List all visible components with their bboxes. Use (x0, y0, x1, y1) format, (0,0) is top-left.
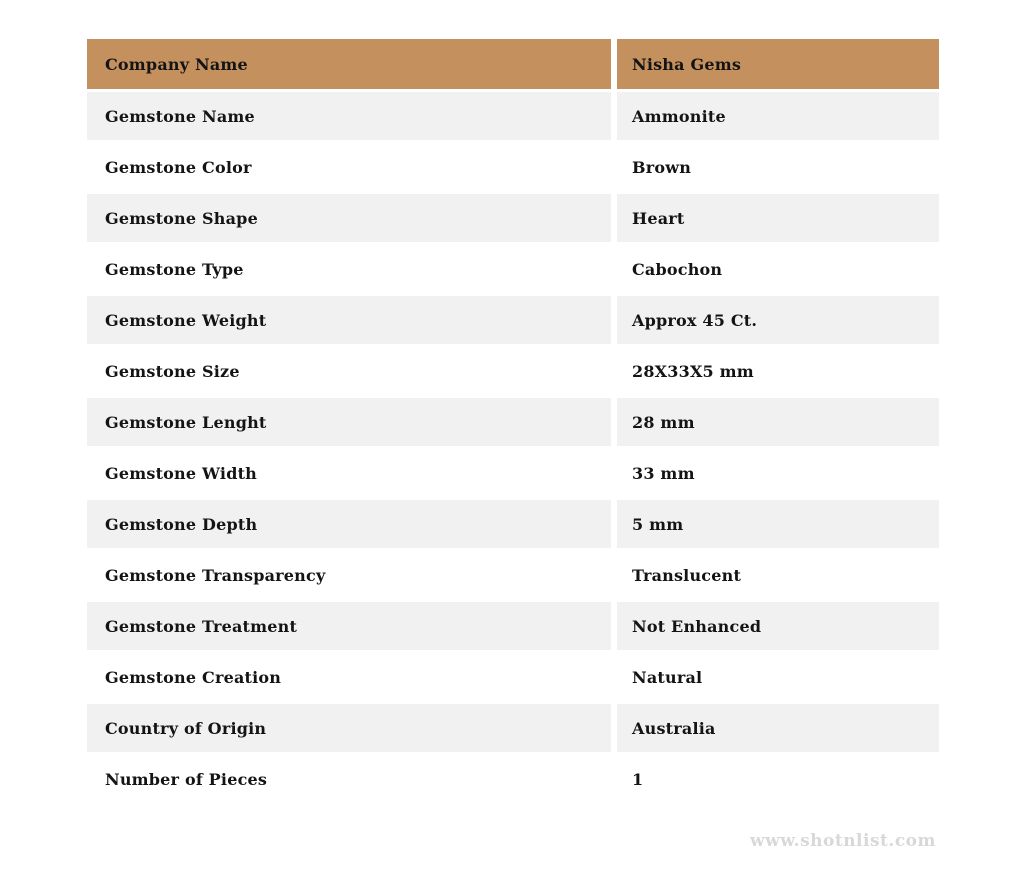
watermark-url: www.shotnlist.com (749, 831, 936, 851)
spec-row-value: Cabochon (617, 245, 939, 293)
spec-row-label: Gemstone Color (87, 143, 611, 191)
spec-row-label: Gemstone Type (87, 245, 611, 293)
spec-row-label: Gemstone Treatment (87, 602, 611, 650)
spec-row-value: Natural (617, 653, 939, 701)
table-header-value: Nisha Gems (617, 39, 939, 89)
spec-row-value: Ammonite (617, 92, 939, 140)
spec-row-label: Country of Origin (87, 704, 611, 752)
spec-row-value: 28 mm (617, 398, 939, 446)
spec-row-value: Approx 45 Ct. (617, 296, 939, 344)
spec-row-label: Gemstone Depth (87, 500, 611, 548)
spec-row-value: 1 (617, 755, 939, 803)
gemstone-spec-table (87, 39, 939, 803)
spec-row-label: Gemstone Lenght (87, 398, 611, 446)
spec-row-label: Gemstone Weight (87, 296, 611, 344)
spec-row-value: Australia (617, 704, 939, 752)
spec-row-label: Gemstone Name (87, 92, 611, 140)
spec-row-label: Number of Pieces (87, 755, 611, 803)
spec-row-label: Gemstone Shape (87, 194, 611, 242)
spec-row-value: Heart (617, 194, 939, 242)
spec-row-value: Translucent (617, 551, 939, 599)
spec-row-value: 33 mm (617, 449, 939, 497)
spec-row-label: Gemstone Size (87, 347, 611, 395)
spec-row-label: Gemstone Width (87, 449, 611, 497)
spec-row-value: Brown (617, 143, 939, 191)
spec-row-label: Gemstone Creation (87, 653, 611, 701)
table-header-label: Company Name (87, 39, 611, 89)
spec-row-label: Gemstone Transparency (87, 551, 611, 599)
spec-row-value: Not Enhanced (617, 602, 939, 650)
spec-row-value: 5 mm (617, 500, 939, 548)
spec-row-value: 28X33X5 mm (617, 347, 939, 395)
